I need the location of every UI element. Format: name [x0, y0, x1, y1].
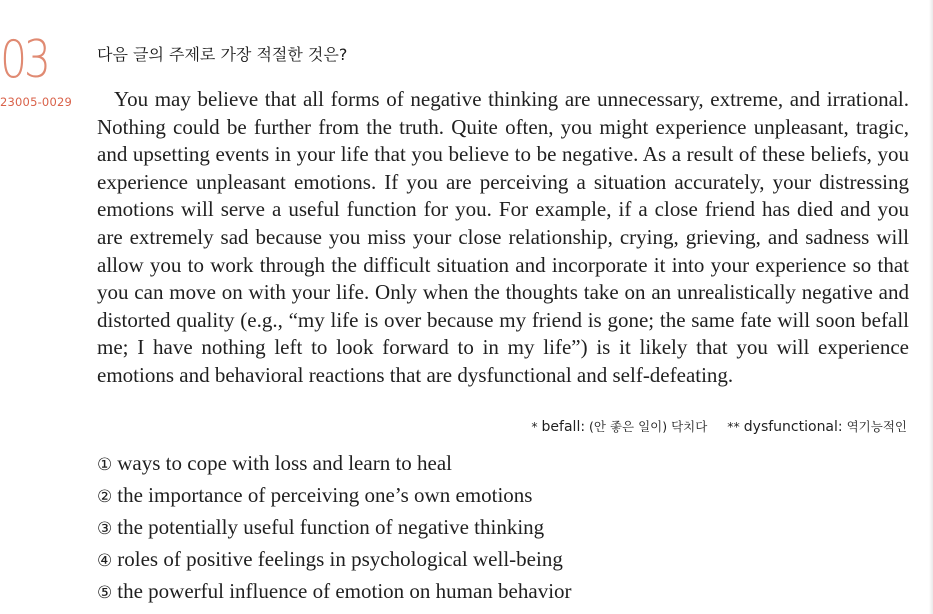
choice-2-mark: ② — [97, 487, 113, 507]
answer-choices — [97, 448, 572, 608]
question-code: 23005-0029 — [0, 95, 72, 109]
choice-1[interactable] — [97, 448, 572, 480]
page-edge-shadow — [929, 0, 933, 614]
choice-3-mark: ③ — [97, 519, 113, 539]
choice-1-text: ways to cope with loss and learn to heal — [117, 451, 452, 475]
choice-4-text: roles of positive feelings in psychological well-being — [117, 547, 563, 571]
choice-2-text: the importance of perceiving one’s own emotions — [117, 483, 533, 507]
choice-5[interactable] — [97, 576, 572, 608]
footnotes — [531, 417, 907, 435]
question-prompt: 다음 글의 주제로 가장 적절한 것은? — [97, 45, 348, 64]
choice-3-text: the potentially useful function of negative thinking — [117, 515, 545, 539]
footnote-marker-1: * — [531, 419, 538, 434]
passage-text: You may believe that all forms of negative thinking are unnecessary, extreme, and irrational. Nothing could be further from the truth. Quite often, you might experience unpleasant, tragic, and upsetting events in your life that you believe to be negative. As a result of these beliefs, you experience unpleasant emotions. If you are perceiving a situation accurately, your distressing emotions will serve a useful function for you. For example, if a close friend has died and you are extremely sad because you miss your close relationship, crying, grieving, and sadness will allow you to work through the difficult situation and incorporate it into your experience so that you can move on with your life. Only when the thoughts take on an unrealistically negative and distorted quality (e.g., “my life is over because my friend is gone; the same fate will soon befall me; I have nothing left to look forward to in my life”) is it likely that you will experience emotions and behavioral reactions that are dysfunctional and self-defeating. — [97, 87, 909, 387]
footnote-meaning-1: (안 좋은 일이) 닥치다 — [589, 419, 708, 434]
choice-3[interactable] — [97, 512, 572, 544]
footnote-marker-2: ** — [727, 419, 740, 434]
footnote-meaning-2: 역기능적인 — [846, 419, 907, 434]
choice-2[interactable] — [97, 480, 572, 512]
question-number: 03 — [0, 30, 48, 90]
choice-1-mark: ① — [97, 455, 113, 475]
footnote-term-1: befall: — [541, 419, 586, 435]
footnote-term-2: dysfunctional: — [743, 419, 843, 435]
choice-4-mark: ④ — [97, 551, 113, 571]
choice-4[interactable] — [97, 544, 572, 576]
choice-5-mark: ⑤ — [97, 583, 113, 603]
choice-5-text: the powerful influence of emotion on human behavior — [117, 579, 572, 603]
